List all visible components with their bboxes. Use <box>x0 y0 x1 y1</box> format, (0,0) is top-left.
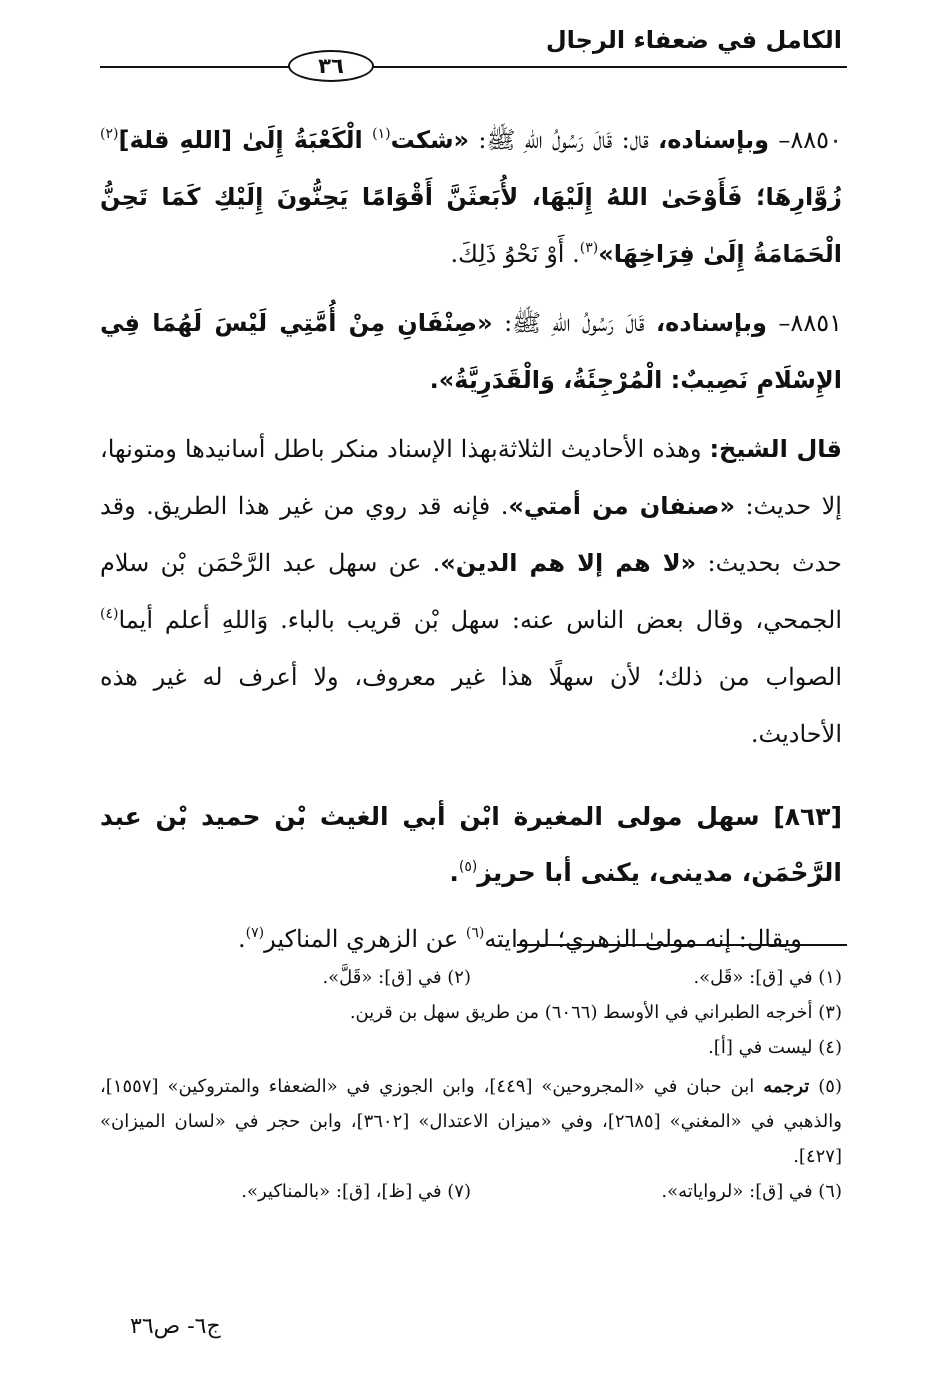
hadith-number: ٨٨٥٠– <box>778 126 842 154</box>
footnote-6: (٦) في [ق]: «لرواياته». <box>661 1181 842 1202</box>
note-tail: . <box>238 925 246 953</box>
hadith-text-part: «شكت <box>390 126 470 154</box>
hadith-intro: قَالَ رَسُولُ اللهِ ﷺ: <box>504 309 645 337</box>
comment-text: . عن سهل عبد الرَّحْمَن بْن سلام الجمحي، وقال بعض الناس عنه: سهل بْن قريب بالباء. وَاللهِ أعلم أيما <box>100 549 842 634</box>
footnote-row <box>100 1174 842 1209</box>
footnote-5-label: (٥) <box>818 1076 842 1097</box>
footnote-ref: (٥) <box>458 859 478 875</box>
volume-page-marker: ج٦- ص٣٦ <box>130 1314 221 1339</box>
comment-text: . فإنه قد روي من غير هذا الطريق. وقد حدث بحديث: <box>100 492 842 577</box>
shaykh-label: قال الشيخ: <box>709 435 842 463</box>
footnote-2: (٢) في [ق]: «قَلَّ». <box>322 967 471 988</box>
header-rule <box>100 66 847 68</box>
footnote-4: (٤) ليست في [أ]. <box>708 1037 842 1058</box>
footnote-ref: (٢) <box>100 126 119 142</box>
hadith-text-part: زُوَّارِهَا؛ فَأَوْحَىٰ اللهُ إِلَيْهَا، لأُبَعثَنَّ أَقْوَامًا يَحِنُّونَ إِلَيْكِ كَمَا تَحِنُّ الْحَمَامَةُ إِلَىٰ فِرَاخِهَا» <box>100 183 842 268</box>
entry-text: [٨٦٣] سهل مولى المغيرة ابْن أبي الغيث بْن حميد بْن عبد الرَّحْمَن، مدينى، يكنى أبا حريز <box>100 802 842 887</box>
comment-text: وهذه الأحاديث الثلاثةبهذا الإسناد منكر باطل أسانيدها ومتونها، إلا حديث: <box>100 435 842 520</box>
hadith-8850 <box>100 112 842 283</box>
entry-tail: . <box>449 858 459 887</box>
hadith-intro: قال: قَالَ رَسُولُ اللهِ ﷺ: <box>478 126 649 154</box>
hadith-number: ٨٨٥١– <box>778 309 842 337</box>
footnote-5-bold: ترجمه <box>763 1076 810 1097</box>
isnad-phrase: وبإسناده، <box>655 309 767 337</box>
footnote-ref: (٣) <box>579 240 599 256</box>
note-text: عن الزهري المناكير <box>264 925 459 953</box>
hadith-text: «صِنْفَانِ مِنْ أُمَّتِي لَيْسَ لَهُمَا فِي الإِسْلَامِ نَصِيبٌ: الْمُرْجِئَةُ، وَالْقَدَرِيَّةُ». <box>100 309 842 394</box>
hadith-tail: . أَوْ نَحْوُ ذَلِكَ. <box>450 240 580 268</box>
footnote-ref: (٦) <box>465 925 485 941</box>
footnote-ref: (٧) <box>245 925 265 941</box>
footnote-1: (١) في [ق]: «قَل». <box>693 967 842 988</box>
main-text <box>100 112 842 968</box>
footnote-5 <box>100 1069 842 1174</box>
running-header-title: الكامل في ضعفاء الرجال <box>545 26 842 54</box>
footnote-rule <box>517 944 847 946</box>
footnotes <box>100 960 842 1209</box>
footnote-row <box>100 960 842 995</box>
footnote-5-text: ابن حبان في «المجروحين» [٤٤٩]، وابن الجوزي في «الضعفاء والمتروكين» [١٥٥٧]، والذهبي في «المغني» [٢٦٨٥]، وفي «ميزان الاعتدال» [٣٦٠٢]، وابن حجر في «لسان الميزان» [٤٢٧]. <box>100 1076 842 1167</box>
page-number-badge: ٣٦ <box>288 50 374 82</box>
isnad-phrase: وبإسناده، <box>658 126 770 154</box>
hadith-text-part: الْكَعْبَةُ إِلَىٰ [اللهِ قلة] <box>118 126 363 154</box>
quoted-hadith: «لا هم إلا هم الدين» <box>440 549 697 577</box>
comment-text: الصواب من ذلك؛ لأن سهلًا هذا غير معروف، ولا أعرف له غير هذه الأحاديث. <box>100 663 842 748</box>
quoted-hadith: «صنفان من أمتي» <box>508 492 736 520</box>
footnote-ref: (٤) <box>100 606 119 622</box>
footnote-7: (٧) في [ظ]، [ق]: «بالمناكير». <box>241 1181 471 1202</box>
note-text: ويقال: إنه مولىٰ الزهري؛ لروايته <box>484 925 802 953</box>
footnote-3: (٣) أخرجه الطبراني في الأوسط (٦٠٦٦) من طريق سهل بن قرين. <box>349 1002 842 1023</box>
hadith-8851 <box>100 295 842 409</box>
narrator-entry-863 <box>100 789 842 901</box>
footnote-ref: (١) <box>372 126 391 142</box>
shaykh-comment <box>100 421 842 763</box>
